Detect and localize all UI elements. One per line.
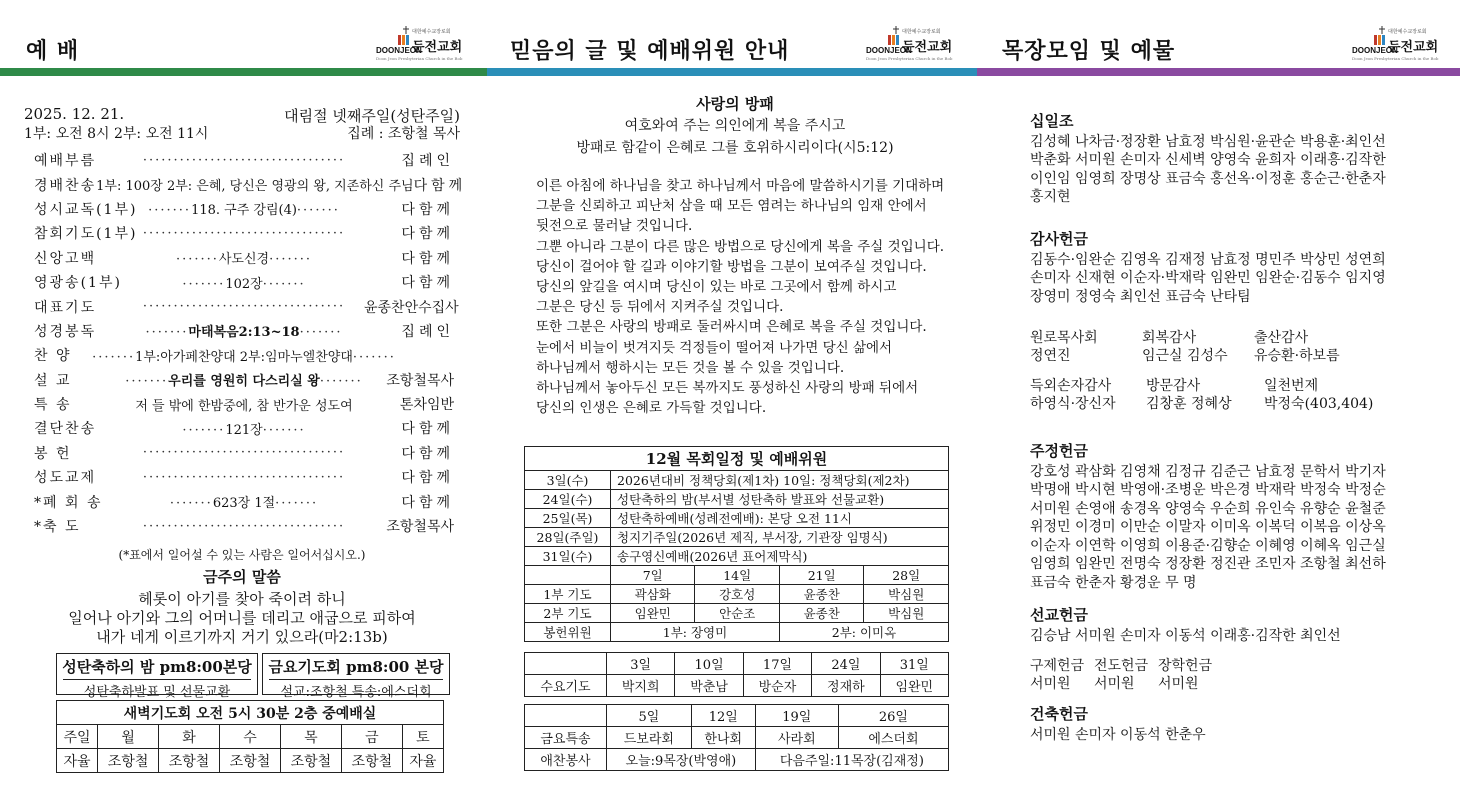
schedule-table <box>524 446 949 642</box>
logo-latin: DOONJEON <box>866 46 912 55</box>
order-name: 찬 양 <box>34 348 72 365</box>
poem-intro-line: 여호와여 주는 의인에게 복을 주시고 <box>624 118 846 134</box>
offering-category-label: 방문감사 <box>1146 378 1201 394</box>
schedule-event: 성탄축하예배(성례전예배): 본당 오전 11시 <box>611 509 949 528</box>
prayer-leader: 윤종찬 <box>779 604 863 623</box>
order-detail <box>124 370 364 389</box>
prayer-leader: 윤종찬 <box>779 585 863 604</box>
fri-group: 한나회 <box>691 727 755 749</box>
offering-category-names: 정연진 <box>1030 348 1071 364</box>
order-detail <box>124 299 364 314</box>
blank-cell <box>525 705 607 727</box>
tithe-line: 박춘화 서미원 손미자 신세벽 양영숙 윤희자 이래흥·김작한 <box>1030 152 1386 168</box>
leader-dots: ······· <box>182 422 226 438</box>
order-leader: 다함께 <box>401 275 454 292</box>
serve-today: 오늘:9목장(박영애) <box>607 749 756 771</box>
sunday-date: 21일 <box>779 566 863 585</box>
weekly-line: 이순자 이연학 이영희 이용준·김향순 이혜영 이혜옥 임근실 <box>1030 537 1386 554</box>
serve-next: 다음주일:11목장(김재정) <box>755 749 948 771</box>
mission-names: 김승남 서미원 손미자 이동석 이래홍·김작한 최인선 <box>1030 627 1341 644</box>
schedule-row <box>525 509 949 528</box>
blank-cell <box>525 566 611 585</box>
order-name: *축 도 <box>34 519 81 536</box>
fri-group: 드보라회 <box>607 727 692 749</box>
mission-section <box>1030 606 1430 645</box>
dawn-leader: 자율 <box>402 749 443 773</box>
prayer-label: 2부 기도 <box>525 604 611 623</box>
leader-dots: ······· <box>169 496 213 512</box>
dawn-day: 주일 <box>57 725 98 749</box>
offering-category <box>1094 657 1148 693</box>
offering-category-names: 임근실 김성수 <box>1142 348 1228 364</box>
schedule-row <box>525 547 949 566</box>
order-leader: 다함께 <box>401 201 454 218</box>
wed-date: 3일 <box>607 653 675 675</box>
prayer-leader: 곽삼화 <box>611 585 695 604</box>
poem-intro <box>490 115 980 159</box>
leader-dots: ······· <box>352 349 396 365</box>
dawn-leader: 조항철 <box>280 749 341 773</box>
order-detail <box>124 321 364 340</box>
leader-dots: ······· <box>269 252 313 268</box>
order-detail <box>124 273 364 292</box>
weekly-offering-section <box>1030 442 1430 592</box>
order-name: 경배찬송 <box>34 177 97 194</box>
logo-subtitle: Doon Jeon Presbyterian Church in the Bob <box>1352 56 1439 61</box>
logo-korean-name: 둔전교회 <box>902 40 953 55</box>
dawn-day: 수 <box>220 725 281 749</box>
order-detail-text: 저 들 밖에 한밤중에, 참 반가운 성도여 <box>135 398 353 414</box>
schedule-event: 2026년대비 정책당회(제1차) 10일: 정책당회(제2차) <box>611 471 949 490</box>
weekly-line: 박명애 박시현 박영애·조병운 박은경 박재락 박정숙 박정순 <box>1030 482 1386 498</box>
order-detail <box>124 470 364 485</box>
poem-line: 당신의 인생은 은혜로 가득할 것입니다. <box>536 400 767 417</box>
schedule-event: 성탄축하의 밤(부서별 성탄축하 발표와 선물교환) <box>611 490 949 509</box>
fri-group: 사라회 <box>755 727 838 749</box>
order-detail <box>124 226 364 241</box>
leader-dots: ······· <box>262 276 306 292</box>
verse-title: 금주의 말씀 <box>203 568 281 586</box>
schedule-date: 28일(주일) <box>525 528 611 547</box>
leader-dots: ································· <box>142 445 346 461</box>
thanks-names <box>1030 251 1430 307</box>
schedule-row <box>525 490 949 509</box>
leader-dots: ······· <box>262 422 306 438</box>
fri-date: 19일 <box>755 705 838 727</box>
sunday-header-row <box>525 566 949 585</box>
offering-category-label: 출산감사 <box>1254 330 1309 346</box>
offering-category <box>1254 329 1340 365</box>
wed-leader: 임완민 <box>880 675 948 697</box>
friday-prayer-title: 금요기도회 pm8:00 본당 <box>268 658 444 676</box>
accent-bar-faith <box>487 68 977 76</box>
schedule-row <box>525 471 949 490</box>
offering-2: 2부: 이미옥 <box>779 623 948 642</box>
leader-dots: ································· <box>142 518 346 534</box>
leader-dots: ······· <box>319 374 363 390</box>
thanks-title: 감사헌금 <box>1030 230 1088 248</box>
church-logo <box>376 26 476 61</box>
leader-dots: ································· <box>142 299 346 315</box>
sunday-date: 14일 <box>695 566 779 585</box>
offering-category <box>1146 377 1232 413</box>
leader-dots: ································· <box>142 469 346 485</box>
offering-category <box>1158 657 1212 693</box>
sunday-date: 7일 <box>611 566 695 585</box>
dawn-leader: 자율 <box>57 749 98 773</box>
offering-category-names: 서미원 <box>1030 676 1071 692</box>
poem-line: 그분은 당신 등 뒤에서 지켜주실 것입니다. <box>536 299 784 316</box>
order-detail <box>124 248 364 267</box>
poem-line: 또한 그분은 사랑의 방패로 둘러싸시며 은혜로 복을 주실 것입니다. <box>536 319 927 336</box>
wed-date: 17일 <box>743 653 811 675</box>
order-row <box>34 294 459 318</box>
order-leader: 다함께 <box>401 250 454 267</box>
order-detail-text: 사도신경 <box>218 252 270 268</box>
blank-cell <box>525 653 607 675</box>
fri-date: 26일 <box>838 705 948 727</box>
order-row <box>34 514 454 538</box>
service-times: 1부: 오전 8시 2부: 오전 11시 <box>24 126 209 142</box>
order-detail <box>92 346 396 365</box>
tithe-title: 십일조 <box>1030 112 1074 130</box>
order-row <box>34 221 454 245</box>
offering-category <box>1142 329 1228 365</box>
section-title-worship: 예 배 <box>26 39 80 64</box>
service-times-row <box>24 123 460 143</box>
order-detail-text: 623장 1절 <box>212 496 276 512</box>
prayer-leader: 강호성 <box>695 585 779 604</box>
leader-dots: ······· <box>92 349 136 365</box>
thanks-line: 장영미 정영숙 최인선 표금숙 난타팀 <box>1030 288 1251 305</box>
poem-line: 뒷전으로 물러날 것입니다. <box>536 218 693 235</box>
section-title-offering: 목장모임 및 예물 <box>1002 39 1176 64</box>
offering-category <box>1264 377 1373 413</box>
fri-label: 금요특송 <box>525 727 607 749</box>
wednesday-prayer-table <box>524 652 949 697</box>
order-leader: 톤차임반 <box>399 397 454 414</box>
order-detail <box>124 445 364 460</box>
order-row <box>34 246 454 270</box>
order-leader: 조항철목사 <box>386 372 454 389</box>
poem-line: 이른 아침에 하나님을 찾고 하나님께서 마음에 말씀하시기를 기대하며 <box>536 178 945 194</box>
poem-line: 그분을 신뢰하고 피난처 삼을 때 모든 염려는 하나님의 임재 안에서 <box>536 198 927 215</box>
order-of-worship <box>34 148 467 538</box>
leader-dots: ······· <box>275 496 319 512</box>
wed-label: 수요기도 <box>525 675 607 697</box>
dawn-prayer-table <box>56 700 444 773</box>
order-detail <box>124 199 364 218</box>
order-name: 성경봉독 <box>34 323 97 340</box>
fri-date-row <box>525 705 949 727</box>
accent-bar-worship <box>0 68 487 76</box>
accent-bar-offering <box>977 68 1460 76</box>
offering-category-label: 원로목사회 <box>1030 330 1098 346</box>
leader-dots: ······· <box>182 276 226 292</box>
officiant: 집례 : 조항철 목사 <box>347 126 460 142</box>
wed-leader: 박지희 <box>607 675 675 697</box>
order-name: 대표기도 <box>34 299 97 316</box>
leader-dots: ······· <box>145 325 189 341</box>
building-section <box>1030 705 1430 744</box>
poem-intro-line: 방패로 함같이 은혜로 그를 호위하시리이다(시5:12) <box>576 140 894 156</box>
logo-korean-name: 둔전교회 <box>412 40 463 55</box>
order-row <box>34 343 454 367</box>
order-name: 신앙고백 <box>34 250 97 267</box>
logo-latin: DOONJEON <box>376 46 422 55</box>
poem-line: 당신의 앞길을 여시며 당신이 있는 바로 그곳에서 함께 하시고 <box>536 279 897 296</box>
order-row <box>34 197 454 221</box>
order-name: 성시교독(1부) <box>34 201 138 218</box>
dawn-day: 화 <box>159 725 220 749</box>
christmas-night-sub: 성탄축하발표 및 선물교환 <box>63 679 251 700</box>
schedule-event: 청지기주일(2026년 제직, 부서장, 기관장 임명식) <box>611 528 949 547</box>
leader-dots: ······· <box>175 252 219 268</box>
offering-category-names: 서미원 <box>1158 676 1199 692</box>
order-name: 특 송 <box>34 397 72 414</box>
offering-category-names: 박정숙(403,404) <box>1264 396 1374 412</box>
wed-leader: 박춘남 <box>675 675 743 697</box>
order-row <box>34 489 454 513</box>
standing-note: (*표에서 일어설 수 있는 사람은 일어서십시오.) <box>118 548 366 562</box>
leader-dots: ······· <box>148 203 192 219</box>
dawn-leader: 조항철 <box>220 749 281 773</box>
offering-category-names: 하영식·장신자 <box>1030 396 1116 412</box>
offering-category <box>1030 377 1116 413</box>
order-detail <box>124 153 364 168</box>
service-date: 2025. 12. 21. <box>24 105 125 123</box>
liturgical-occasion: 대림절 넷째주일(성탄주일) <box>284 107 460 125</box>
order-detail-text: 102장 <box>225 276 263 292</box>
prayer-row <box>525 585 949 604</box>
offering-category-label: 전도헌금 <box>1094 658 1149 674</box>
verse-line: 헤롯이 아기를 찾아 죽이려 하니 <box>138 590 346 608</box>
poem-title: 사랑의 방패 <box>696 95 774 113</box>
order-detail <box>96 175 413 194</box>
order-leader: 다함께 <box>401 445 454 462</box>
schedule-date: 3일(수) <box>525 471 611 490</box>
wed-leader: 정재하 <box>812 675 880 697</box>
order-name: 성도교제 <box>34 470 97 487</box>
fri-name-row <box>525 727 949 749</box>
tithe-line: 홍지현 <box>1030 189 1071 205</box>
building-title: 건축헌금 <box>1030 705 1088 723</box>
weekly-line: 서미원 손영애 송경옥 양영숙 우순희 유인숙 유향순 윤철준 <box>1030 500 1386 517</box>
schedule-date: 25일(목) <box>525 509 611 528</box>
weekly-line: 위정민 이경미 이만순 이말자 이미옥 이복덕 이복음 이상옥 <box>1030 519 1386 535</box>
order-leader: 윤종찬안수집사 <box>364 299 459 316</box>
offering-category-label: 구제헌금 <box>1030 658 1085 674</box>
order-detail <box>124 519 364 534</box>
leader-dots: ································· <box>142 225 346 241</box>
weekly-line: 표금숙 한춘자 황경운 무 명 <box>1030 574 1197 591</box>
wed-name-row <box>525 675 949 697</box>
poem-line: 하나님께서 행하시는 모든 것을 볼 수 있을 것입니다. <box>536 359 845 376</box>
schedule-event: 송구영신예배(2026년 표어제막식) <box>611 547 949 566</box>
prayer-leader: 박심원 <box>864 585 949 604</box>
offering-category-label: 일천번제 <box>1264 378 1319 394</box>
poem-line: 그뿐 아니라 그분이 다른 많은 방법으로 당신에게 복을 주실 것입니다. <box>536 238 945 255</box>
order-detail-text: 121장 <box>225 422 263 438</box>
schedule-row <box>525 528 949 547</box>
building-names: 서미원 손미자 이동석 한춘우 <box>1030 726 1206 743</box>
weekly-names <box>1030 463 1430 593</box>
fri-group: 에스더회 <box>838 727 948 749</box>
order-detail-text: 118. 구주 강림(4) <box>191 203 297 219</box>
tithe-section <box>1030 112 1430 207</box>
order-detail-text: 마태복음2:13~18 <box>188 325 300 341</box>
prayer-leader: 박심원 <box>864 604 949 623</box>
order-name: 결단찬송 <box>34 421 97 438</box>
header <box>0 0 1460 70</box>
order-name: 봉 헌 <box>34 445 72 462</box>
thanks-line: 손미자 신재현 이순자·박재락 임완민 임완순·김동수 임지영 <box>1030 270 1386 286</box>
serve-row <box>525 749 949 771</box>
poem-line: 눈에서 비늘이 벗겨지듯 걱정들이 떨어져 나가면 당신 삶에서 <box>536 339 893 356</box>
order-detail-text: 1부: 100장 2부: 은혜, 당신은 영광의 왕, 지존하신 주님 <box>96 179 414 195</box>
wed-date: 24일 <box>812 653 880 675</box>
dawn-prayer-title: 새벽기도회 오전 5시 30분 2층 중예배실 <box>57 701 444 725</box>
schedule-title: 12월 목회일정 및 예배위원 <box>525 447 949 471</box>
serve-label: 애찬봉사 <box>525 749 607 771</box>
prayer-row <box>525 604 949 623</box>
order-row <box>34 416 454 440</box>
order-name: 설 교 <box>34 372 72 389</box>
dawn-day: 토 <box>402 725 443 749</box>
prayer-label: 1부 기도 <box>525 585 611 604</box>
offering-category-label: 회복감사 <box>1142 330 1197 346</box>
order-name: 영광송(1부) <box>34 275 122 292</box>
offering-category <box>1030 657 1084 693</box>
dawn-day: 월 <box>98 725 159 749</box>
offering-1: 1부: 장영미 <box>611 623 780 642</box>
verse-line: 내가 네게 이르기까지 거기 있으라(마2:13b) <box>96 628 388 646</box>
logo-subtitle: Doon Jeon Presbyterian Church in the Bob <box>376 56 463 61</box>
friday-prayer-sub: 설교:조항철 특송:에스더회 <box>269 679 443 700</box>
wed-date: 10일 <box>675 653 743 675</box>
order-detail-text: 우리를 영원히 다스리실 왕 <box>168 374 320 390</box>
order-name: 참회기도(1부) <box>34 226 138 243</box>
order-detail <box>124 492 364 511</box>
order-row <box>34 465 454 489</box>
church-logo <box>866 26 966 61</box>
logo-korean-name: 둔전교회 <box>1388 40 1439 55</box>
order-leader: 다함께 <box>401 421 454 438</box>
friday-serve-table <box>524 704 949 771</box>
weekly-title: 주정헌금 <box>1030 442 1088 460</box>
leader-dots: ······· <box>125 374 169 390</box>
wed-date-row <box>525 653 949 675</box>
poem-body <box>536 176 966 418</box>
fri-date: 5일 <box>607 705 692 727</box>
order-leader: 집례인 <box>401 323 454 340</box>
order-row <box>34 172 467 196</box>
offering-category-names: 김창훈 정혜상 <box>1146 396 1232 412</box>
thanks-section <box>1030 230 1430 306</box>
schedule-date: 31일(수) <box>525 547 611 566</box>
dawn-leader: 조항철 <box>159 749 220 773</box>
christmas-night-title: 성탄축하의 밤 pm8:00본당 <box>62 658 252 676</box>
wed-date: 31일 <box>880 653 948 675</box>
order-detail <box>124 419 364 438</box>
section-title-faith: 믿음의 글 및 예배위원 안내 <box>510 39 790 64</box>
logo-denomination: 대한예수교장로회 <box>902 29 941 35</box>
order-leader: 다함께 <box>401 494 454 511</box>
weekly-line: 강호성 곽삼화 김영채 김정규 김준근 남효정 문학서 박기자 <box>1030 463 1386 480</box>
order-leader: 다함께 <box>401 470 454 487</box>
leader-dots: ································· <box>142 152 346 168</box>
order-row <box>34 270 454 294</box>
offering-category-names: 서미원 <box>1094 676 1135 692</box>
dawn-day: 목 <box>280 725 341 749</box>
order-detail <box>124 395 364 414</box>
offering-category-label: 득외손자감사 <box>1030 378 1112 394</box>
order-leader: 다함께 <box>401 226 454 243</box>
offering-category-names: 유승환·하보름 <box>1254 348 1340 364</box>
fri-date: 12일 <box>691 705 755 727</box>
logo-latin: DOONJEON <box>1352 46 1398 55</box>
order-leader: 조항철목사 <box>386 519 454 536</box>
order-name: *폐 회 송 <box>34 494 103 511</box>
logo-denomination: 대한예수교장로회 <box>412 29 451 35</box>
logo-denomination: 대한예수교장로회 <box>1388 29 1427 35</box>
leader-dots: ······· <box>299 325 343 341</box>
prayer-leader: 임완민 <box>611 604 695 623</box>
verse-text <box>24 590 460 647</box>
tithe-line: 이인임 임영희 장명상 표금숙 홍선옥·이정훈 홍순근·한춘자 <box>1030 170 1386 187</box>
logo-subtitle: Doon Jeon Presbyterian Church in the Bob <box>866 56 953 61</box>
order-name: 예배부름 <box>34 153 97 170</box>
tithe-names <box>1030 133 1430 207</box>
offering-row <box>525 623 949 642</box>
dawn-day: 금 <box>341 725 402 749</box>
wed-leader: 방순자 <box>743 675 811 697</box>
offering-category <box>1030 329 1098 365</box>
poem-line: 당신이 걸어야 할 길과 이야기할 방법을 그분이 보여주실 것입니다. <box>536 258 927 275</box>
schedule-date: 24일(수) <box>525 490 611 509</box>
order-row <box>34 368 454 392</box>
tithe-line: 김성혜 나차금·정장환 남효정 박심원·윤관순 박용훈·최인선 <box>1030 133 1386 150</box>
order-detail-text: 1부:아가페찬양대 2부:임마누엘찬양대 <box>135 349 353 365</box>
sunday-date: 28일 <box>864 566 949 585</box>
christmas-night-box <box>56 653 258 700</box>
order-leader: 집례인 <box>401 153 454 170</box>
poem-line: 하나님께서 놓아두신 모든 복까지도 풍성하신 사랑의 방패 뒤에서 <box>536 380 919 397</box>
mission-title: 선교헌금 <box>1030 606 1088 624</box>
order-row <box>34 392 454 416</box>
order-row <box>34 441 454 465</box>
verse-line: 일어나 아기와 그의 어머니를 데리고 애굽으로 피하여 <box>68 609 416 627</box>
friday-prayer-box <box>262 653 450 700</box>
weekly-line: 임영희 임완민 전명숙 정장환 정진관 조민자 조항철 최선하 <box>1030 556 1386 572</box>
church-logo <box>1352 26 1452 61</box>
order-row <box>34 148 454 172</box>
order-leader: 다함께 <box>413 177 467 194</box>
dawn-leader: 조항철 <box>98 749 159 773</box>
prayer-leader: 안순조 <box>695 604 779 623</box>
dawn-leader: 조항철 <box>341 749 402 773</box>
offering-label: 봉헌위원 <box>525 623 611 642</box>
order-row <box>34 319 454 343</box>
leader-dots: ······· <box>296 203 340 219</box>
thanks-line: 김동수·임완순 김영옥 김재정 남효정 명민주 박상민 성연희 <box>1030 251 1386 268</box>
offering-category-label: 장학헌금 <box>1158 658 1213 674</box>
